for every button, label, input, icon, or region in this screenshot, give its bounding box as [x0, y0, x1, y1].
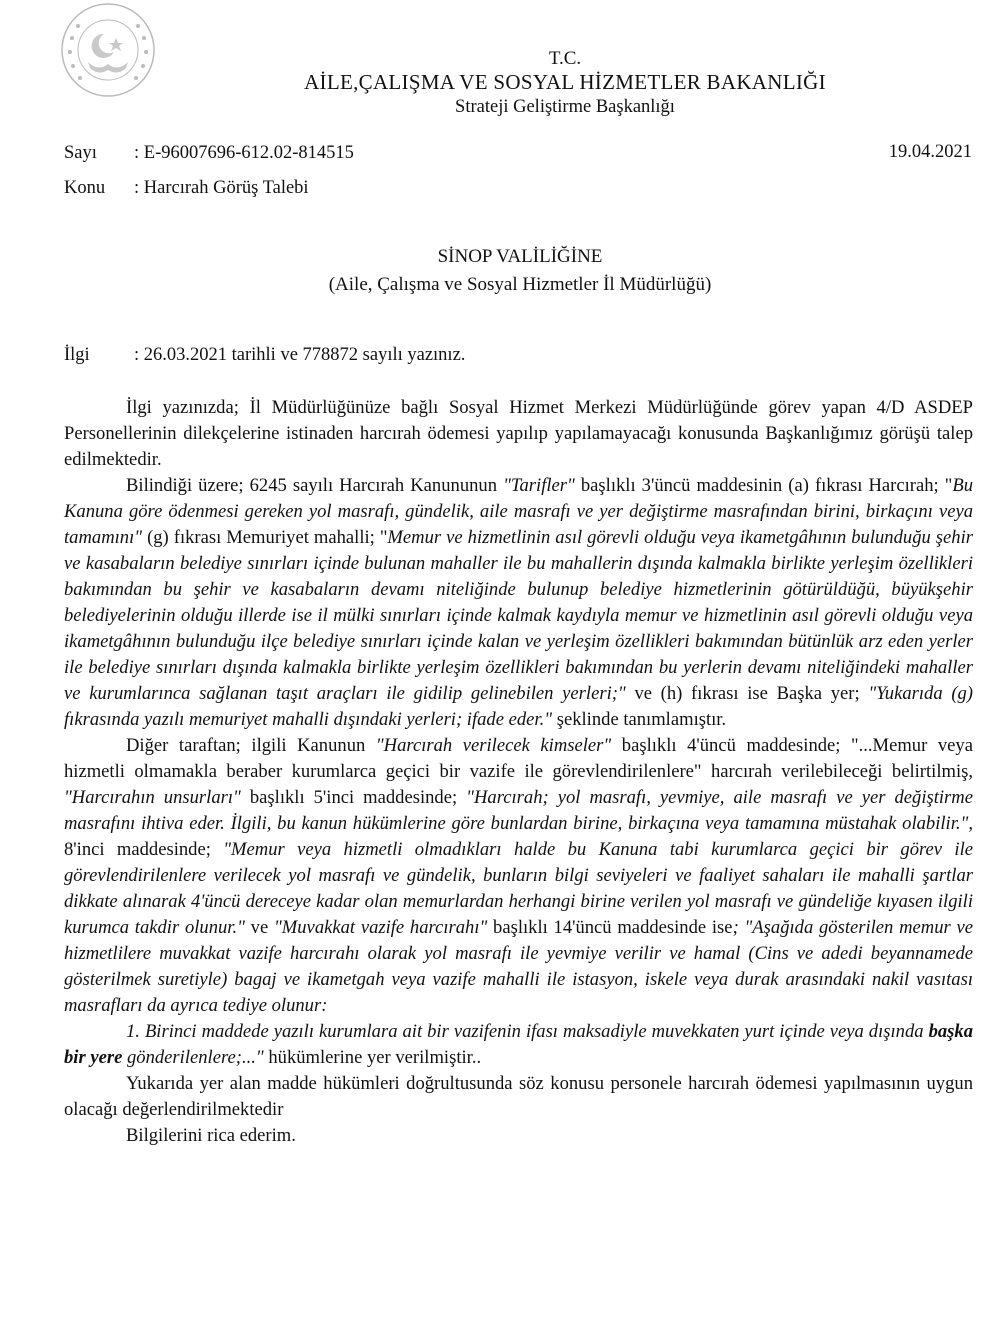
p4-quote: 1. Birinci maddede yazılı kurumlara ait bir vazifenin ifası maksadiyle muvekkaten yurt içinde veya dışında — [126, 1021, 929, 1042]
paragraph-1: İlgi yazınızda; İl Müdürlüğünüze bağlı Sosyal Hizmet Merkezi Müdürlüğünde görev yapan 4/D ASDEP Personellerinin dilekçelerine istinaden harcırah ödemesi yapılıp yapılamayacağı konusunda Başkanlığımız görüşü talep edilmektedir. — [64, 397, 973, 470]
paragraph-3 — [64, 733, 973, 1019]
paragraph-6: Bilgilerini rica ederim. — [126, 1125, 296, 1146]
letter-body — [64, 395, 973, 1149]
p2-text: ve (h) fıkrası ise Başka yer; — [625, 683, 869, 704]
p3-quote: ; "Aşağıda gösterilen memur ve hizmetlilere muvakkat vazife harcırahı olarak yol masrafı ile yevmiye verilir ve hamal (Cins ve adedi beyannamede gösterilmek suretiyle) bagaj ve ikametgah veya vazife mahalli ile istasyon, iskele veya durak arasındaki nakil vasıtası masrafları da ayrıca tediye olunur: — [64, 917, 973, 1016]
header-ministry: AİLE,ÇALIŞMA VE SOSYAL HİZMETLER BAKANLIĞI — [304, 70, 826, 94]
paragraph-4 — [64, 1019, 973, 1071]
p4-quote: gönderilenlere;..." — [122, 1047, 264, 1068]
header-department: Strateji Geliştirme Başkanlığı — [455, 97, 675, 117]
p3-quote: "Muvakkat vazife harcırahı" — [273, 917, 488, 938]
p2-quote: Memur ve hizmetlinin asıl görevli olduğu veya ikametgâhının bulunduğu şehir ve kasabaların belediye sınırları içinde bulunan mahaller ile bu mahallerin dışında kalmakla birlikte yerleşim özellikleri bakımından bu şehir ve kasabaların devamı niteliğinde bulunup belediye hizmetlerinin götürüldüğü, büyükşehir belediyelerinin olduğu illerde ise il mülki sınırları içinde kalmak kaydıyla memur ve hizmetlinin asıl görevli olduğu veya ikametgâhının bulunduğu ilçe belediye sınırları içinde kalan ve yerleşim özellikleri bakımından bütünlük arz eden yerler ile belediye sınırları dışında kalmakla birlikte yerleşim özellikleri bakımından bu yerlerin devamı niteliğindeki mahaller ve kurumlarınca sağlanan taşıt araçları ile gidilip gelinebilen yerleri;" — [64, 527, 973, 704]
addressee-line2: (Aile, Çalışma ve Sosyal Hizmetler İl Müdürlüğü) — [328, 274, 712, 295]
p4-bold-quote: başka bir yere — [64, 1021, 973, 1068]
p3-text: ve — [244, 917, 274, 938]
p2-quote: "Tarifler" — [503, 475, 575, 496]
header-tc: T.C. — [548, 48, 582, 69]
ilgi-row — [64, 344, 465, 366]
p4-text: hükümlerine yer verilmiştir.. — [263, 1047, 482, 1068]
p3-text: Diğer taraftan; ilgili Kanunun — [126, 735, 376, 756]
ilgi-value: : 26.03.2021 tarihli ve 778872 sayılı yazınız. — [134, 345, 466, 365]
addressee-line1: SİNOP VALİLİĞİNE — [437, 246, 603, 267]
p2-text: Bilindiği üzere; 6245 sayılı Harcırah Kanununun — [126, 475, 504, 496]
p3-quote: "Harcırahın unsurları" — [64, 787, 241, 808]
p2-text: şeklinde tanımlamıştır. — [552, 709, 727, 730]
meta-sayi — [64, 142, 354, 164]
konu-value: : Harcırah Görüş Talebi — [134, 178, 309, 198]
p3-text: 8'inci maddesinde; — [64, 839, 224, 860]
p2-quote: "Yukarıda (g) fıkrasında yazılı memuriyet mahalli dışındaki yerleri; ifade eder." — [64, 683, 974, 730]
sayi-label: Sayı — [64, 143, 97, 163]
p3-text: başlıklı 5'inci maddesinde; — [240, 787, 467, 808]
sayi-value: : E-96007696-612.02-814515 — [134, 143, 354, 163]
p2-text: başlıklı 3'üncü maddesinin (a) fıkrası Harcırah; " — [574, 475, 953, 496]
meta-konu — [64, 177, 309, 199]
p3-text: başlıklı 4'üncü maddesinde; "...Memur veya hizmetli olmamakla beraber kurumlarca geçici bir vazife ile görevlendirilenlere" harcırah verilebileceği belirtilmiş, — [64, 735, 973, 782]
p2-quote: Bu Kanuna göre ödenmesi gereken yol masrafı, gündelik, aile masrafı ve yer değiştirme masrafından birini, birkaçını veya tamamını" — [64, 475, 973, 548]
konu-label: Konu — [64, 178, 106, 198]
p3-quote: "Harcırah verilecek kimseler" — [375, 735, 612, 756]
document-date: 19.04.2021 — [888, 142, 972, 162]
p2-text: (g) fıkrası Memuriyet mahalli; " — [142, 527, 388, 548]
paragraph-5: Yukarıda yer alan madde hükümleri doğrultusunda söz konusu personele harcırah ödemesi yapılmasının uygun olacağı değerlendirilmektedir — [64, 1073, 973, 1120]
ilgi-label: İlgi — [64, 345, 90, 365]
paragraph-2 — [64, 473, 973, 733]
p3-text: başlıklı 14'üncü maddesinde ise — [487, 917, 733, 938]
p3-quote: "Harcırah; yol masrafı, yevmiye, aile masrafı ve yer değiştirme masrafını ihtiva eder. İlgili, bu kanun hükümlerine göre bunlardan birine, birkaçına veya tamamına müstahak olabilir.", — [64, 787, 973, 834]
p3-quote: "Memur veya hizmetli olmadıkları halde bu Kanuna tabi kurumlarca geçici bir görev ile görevlendirilenlere verilecek yol masrafı ve gündelik, bunların bilgi seviyeleri ve faaliyet sahaları ile mahalli şartlar dikkate alınarak 4'üncü dereceye kadar olan memurlardan herhangi birine verilen yol masrafı ve gündeliğe kıyasen ilgili kurumca takdir olunur." — [64, 839, 973, 938]
